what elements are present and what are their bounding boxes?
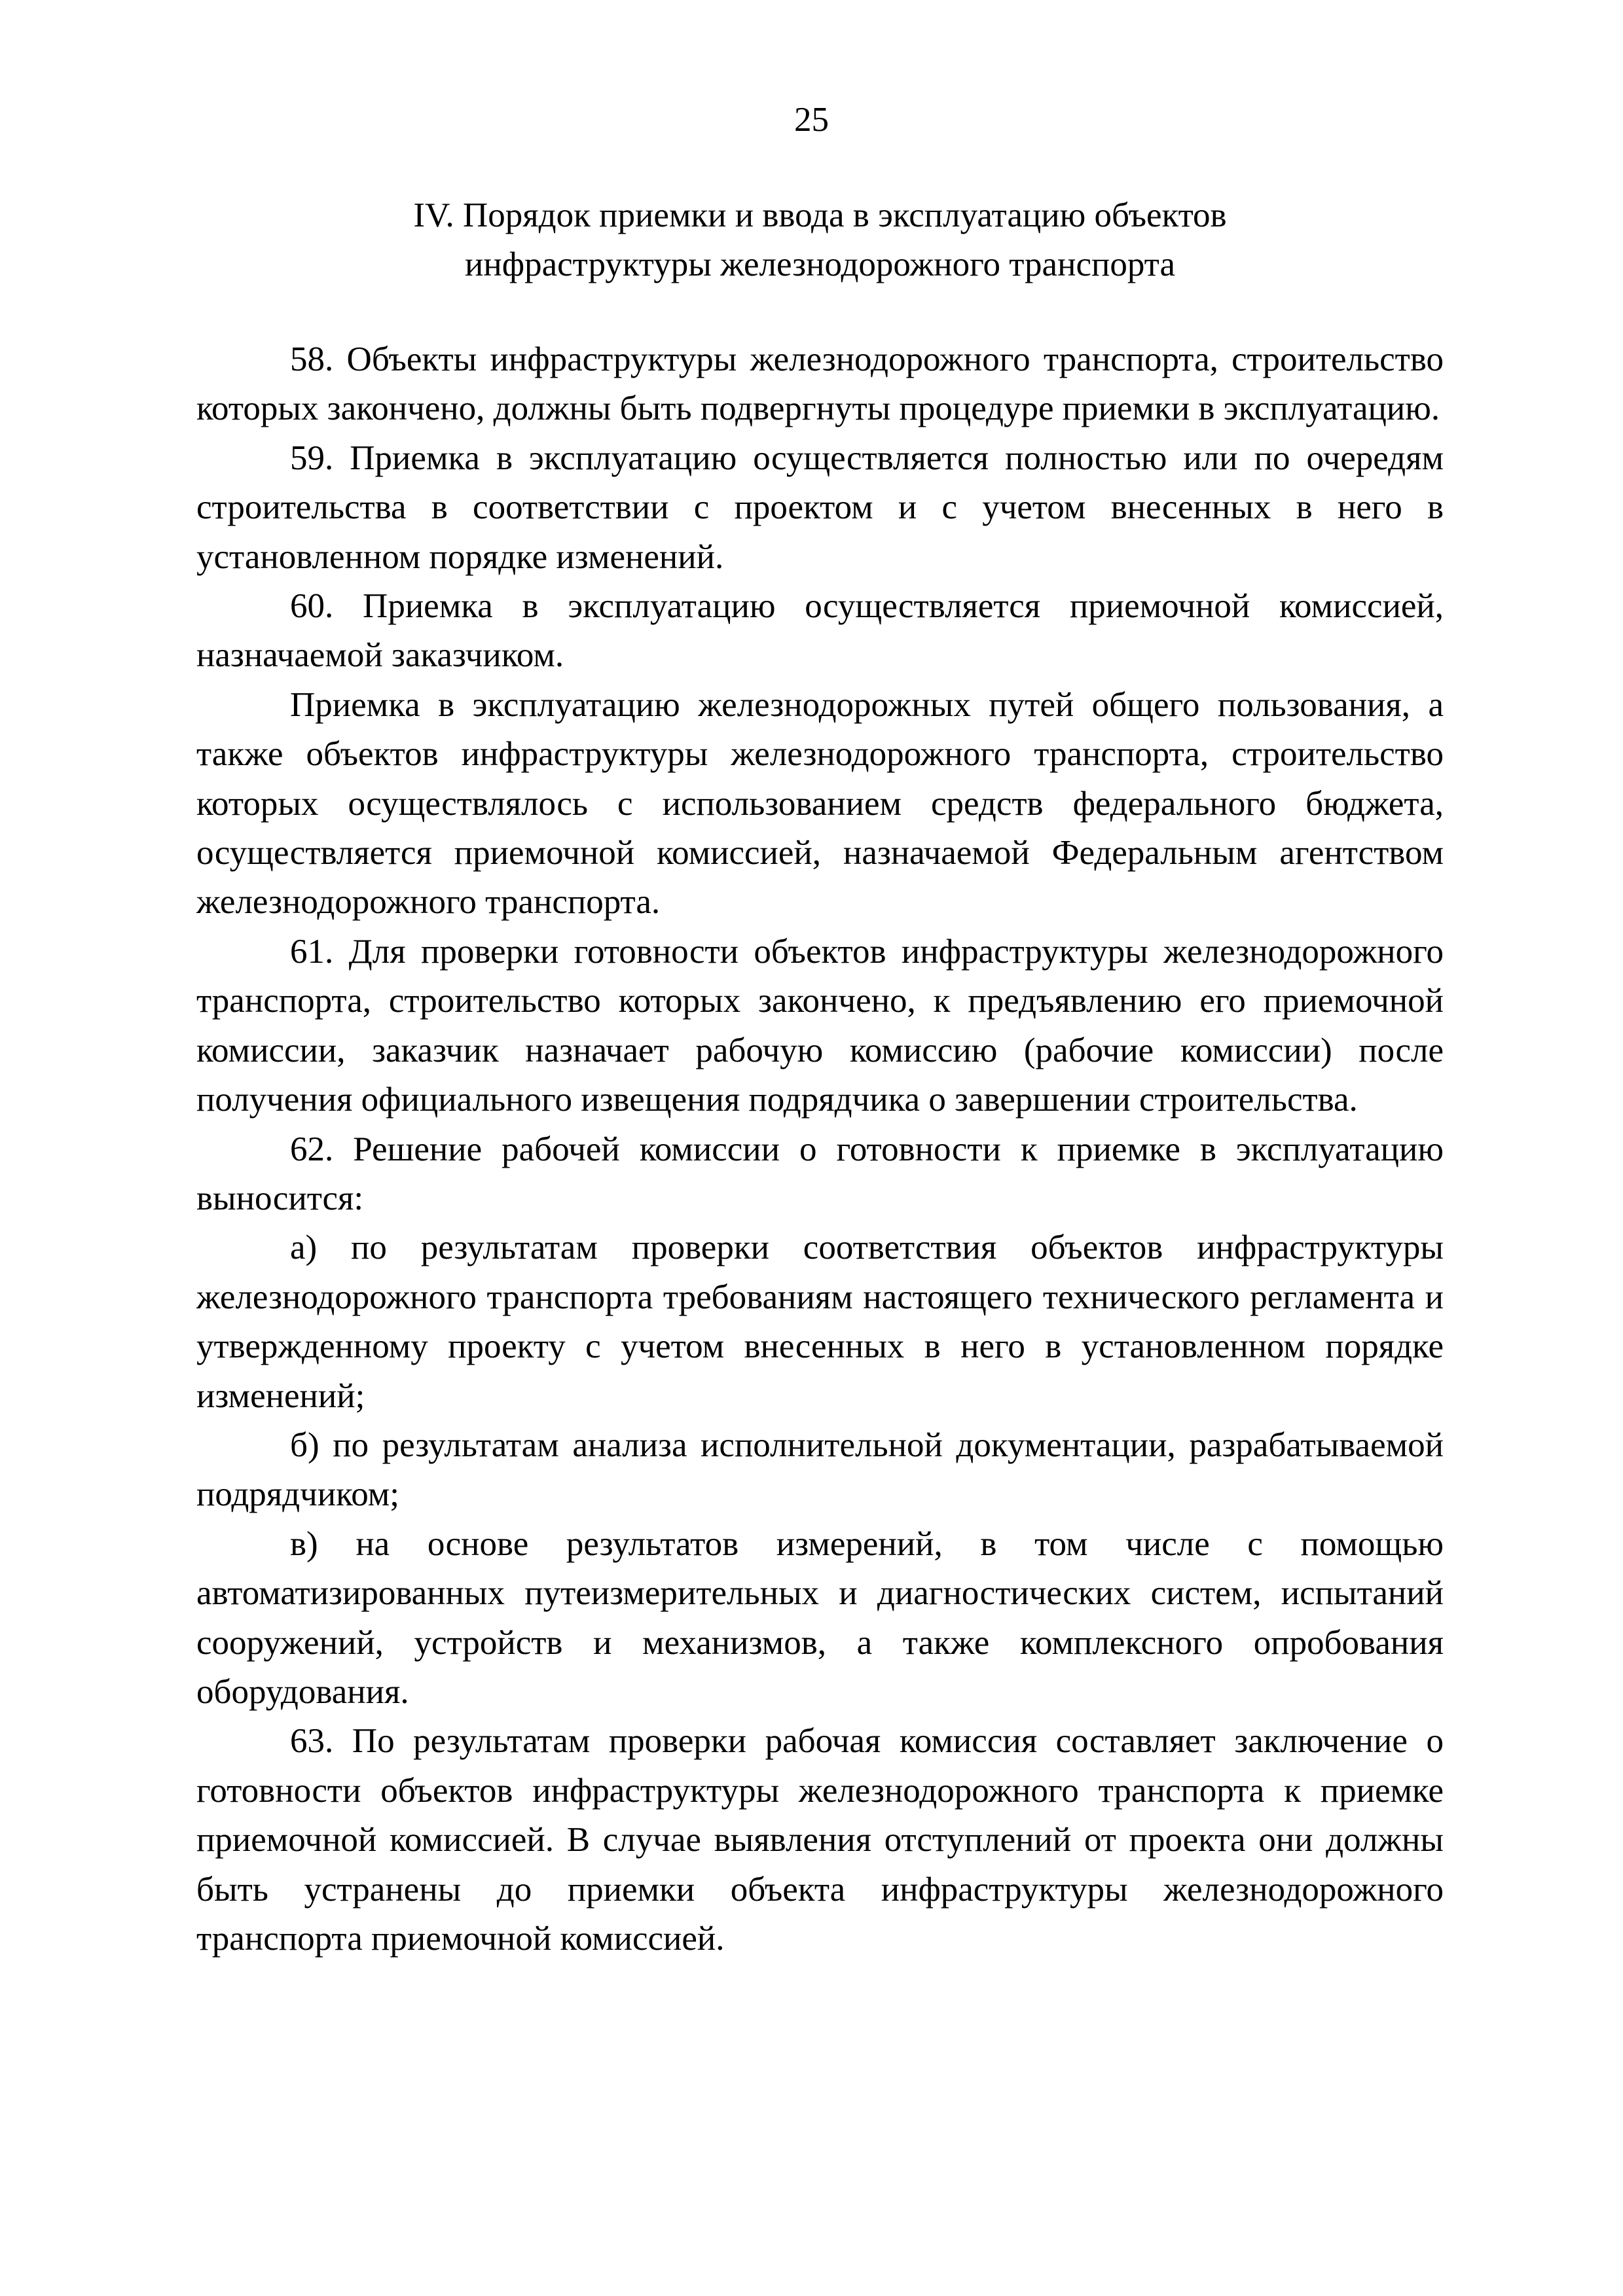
page-number: 25 <box>794 101 829 139</box>
paragraph-58: 58. Объекты инфраструктуры железнодорожного транспорта, строительство которых закончено, должны быть подвергнуты процедуре приемки в эксплуатацию. <box>196 340 1444 428</box>
paragraph-62-item-v: в) на основе результатов измерений, в том числе с помощью автоматизированных путеизмерительных и диагностических систем, испытаний сооружений, устройств и механизмов, а также комплексного опробования оборудования. <box>196 1524 1444 1711</box>
paragraph-62: 62. Решение рабочей комиссии о готовности к приемке в эксплуатацию выносится: <box>196 1130 1444 1217</box>
paragraph-61: 61. Для проверки готовности объектов инфраструктуры железнодорожного транспорта, строительство которых закончено, к предъявлению его приемочной комиссии, заказчик назначает рабочую комиссию (рабочие комиссии) после получения официального извещения подрядчика о завершении строительства. <box>196 932 1444 1119</box>
paragraph-63: 63. По результатам проверки рабочая комиссия составляет заключение о готовности объектов инфраструктуры железнодорожного транспорта к приемке приемочной комиссией. В случае выявления отступлений от проекта они должны быть устранены до приемки объекта инфраструктуры железнодорожного транспорта приемочной комиссией. <box>196 1722 1444 1958</box>
section-title-line-2: инфраструктуры железнодорожного транспорта <box>465 245 1175 283</box>
paragraph-59: 59. Приемка в эксплуатацию осуществляется полностью или по очередям строительства в соответствии с проектом и с учетом внесенных в него в установленном порядке изменений. <box>196 439 1444 576</box>
document-body <box>196 335 1444 1964</box>
paragraph-62-item-a: а) по результатам проверки соответствия объектов инфраструктуры железнодорожного транспорта требованиям настоящего технического регламента и утвержденному проекту с учетом внесенных в него в установленном порядке изменений; <box>196 1229 1444 1415</box>
section-title <box>196 191 1444 289</box>
section-title-line-1: IV. Порядок приемки и ввода в эксплуатацию объектов <box>413 196 1227 234</box>
paragraph-60-continuation: Приемка в эксплуатацию железнодорожных путей общего пользования, а также объектов инфраструктуры железнодорожного транспорта, строительство которых осуществлялось с использованием средств федерального бюджета, осуществляется приемочной комиссией, назначаемой Федеральным агентством железнодорожного транспорта. <box>196 685 1444 922</box>
paragraph-62-item-b: б) по результатам анализа исполнительной документации, разрабатываемой подрядчиком; <box>196 1426 1444 1514</box>
paragraph-60: 60. Приемка в эксплуатацию осуществляется приемочной комиссией, назначаемой заказчиком. <box>196 587 1444 675</box>
